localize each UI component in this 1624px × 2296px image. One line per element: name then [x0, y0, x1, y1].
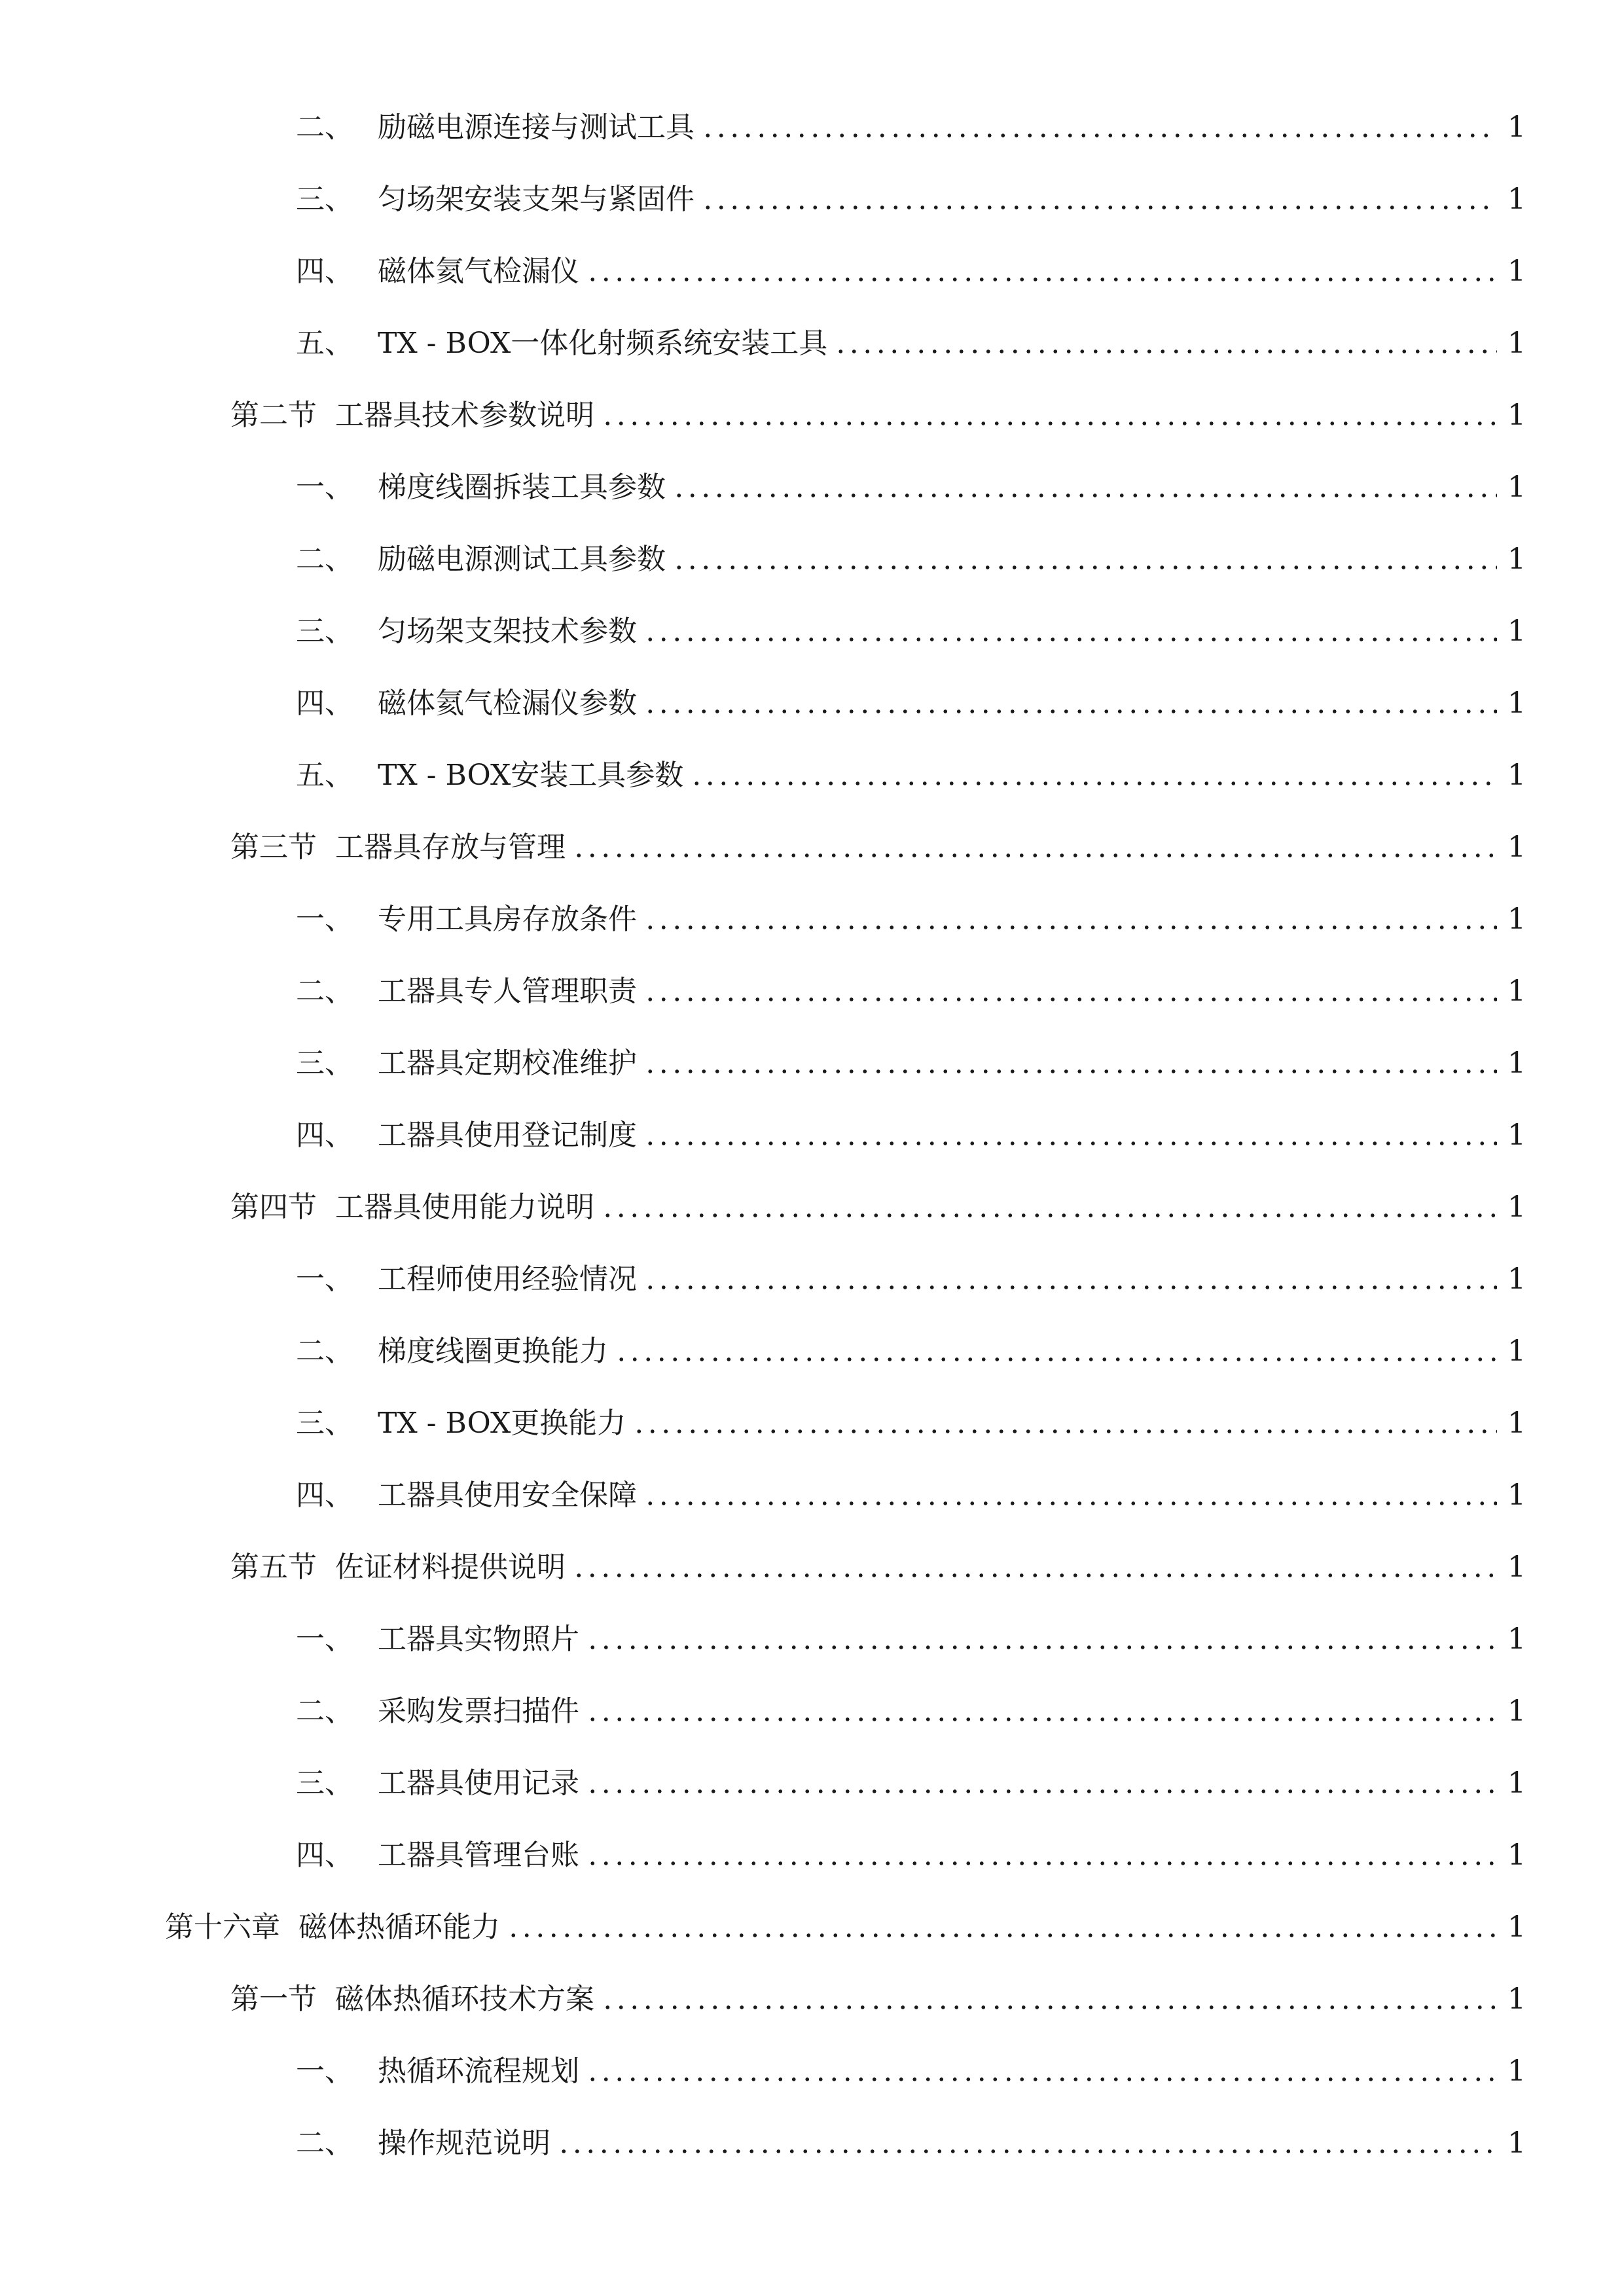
- toc-entry-title: 励磁电源连接与测试工具: [378, 111, 695, 144]
- toc-entry[interactable]: [0, 1172, 1624, 1244]
- toc-entry[interactable]: [0, 740, 1624, 812]
- toc-entry-title: 梯度线圈拆装工具参数: [378, 471, 666, 504]
- toc-entry-title: 工器具定期校准维护: [378, 1047, 637, 1080]
- toc-entry-page-number: 1: [1507, 687, 1526, 720]
- toc-dot-leader: [572, 1572, 1497, 1579]
- toc-entry[interactable]: [0, 92, 1624, 164]
- toc-dot-leader: [643, 924, 1497, 931]
- toc-entry-page-number: 1: [1507, 1263, 1526, 1296]
- toc-entry-page-number: 1: [1507, 1047, 1526, 1080]
- toc-entry-title: 工器具实物照片: [378, 1623, 579, 1656]
- toc-dot-leader: [643, 996, 1497, 1003]
- toc-entry-number: 第一节: [230, 1982, 317, 2016]
- toc-dot-leader: [601, 1212, 1497, 1219]
- toc-entry-page-number: 1: [1507, 1982, 1526, 2016]
- toc-entry-number: 三、: [296, 1407, 353, 1440]
- toc-entry-page-number: 1: [1507, 1191, 1526, 1224]
- toc-entry-number: 一、: [296, 2054, 353, 2088]
- toc-dot-leader: [643, 1284, 1497, 1291]
- toc-entry-number: 第三节: [230, 831, 317, 864]
- toc-entry-number: 第五节: [230, 1551, 317, 1584]
- toc-entry-page-number: 1: [1507, 615, 1526, 648]
- toc-entry-number: 一、: [296, 1623, 353, 1656]
- toc-dot-leader: [672, 492, 1497, 499]
- toc-dot-leader: [601, 2004, 1497, 2011]
- toc-entry-page-number: 1: [1507, 399, 1526, 432]
- toc-entry[interactable]: [0, 236, 1624, 308]
- toc-entry[interactable]: [0, 596, 1624, 668]
- toc-entry-number: 一、: [296, 903, 353, 936]
- toc-entry-title: 磁体氦气检漏仪: [378, 255, 579, 288]
- toc-entry-title: 工程师使用经验情况: [378, 1263, 637, 1296]
- toc-entry-page-number: 1: [1507, 1839, 1526, 1872]
- toc-entry-title: 工器具使用登记制度: [378, 1119, 637, 1152]
- toc-entry-title: 工器具技术参数说明: [335, 399, 594, 432]
- toc-dot-leader: [586, 1860, 1497, 1867]
- toc-entry-number: 第十六章: [165, 1910, 280, 1944]
- toc-dot-leader: [701, 204, 1497, 211]
- toc-dot-leader: [701, 132, 1497, 139]
- toc-entry-title: TX - BOX更换能力: [378, 1407, 626, 1440]
- toc-entry-title: 工器具使用安全保障: [378, 1479, 637, 1512]
- toc-entry-title: 采购发票扫描件: [378, 1695, 579, 1728]
- toc-dot-leader: [615, 1356, 1497, 1363]
- toc-entry-page-number: 1: [1507, 1335, 1526, 1368]
- toc-entry-page-number: 1: [1507, 903, 1526, 936]
- toc-entry-number: 一、: [296, 471, 353, 504]
- toc-entry-title: 工器具专人管理职责: [378, 975, 637, 1008]
- toc-entry-title: 梯度线圈更换能力: [378, 1335, 608, 1368]
- toc-entry[interactable]: [0, 164, 1624, 236]
- toc-dot-leader: [643, 708, 1497, 715]
- toc-entry-page-number: 1: [1507, 183, 1526, 216]
- toc-entry-number: 四、: [296, 1119, 353, 1152]
- toc-entry[interactable]: [0, 1244, 1624, 1316]
- toc-entry-title: 磁体热循环能力: [298, 1910, 500, 1944]
- toc-entry[interactable]: [0, 812, 1624, 884]
- toc-entry-title: 热循环流程规划: [378, 2054, 579, 2088]
- toc-entry-number: 二、: [296, 1695, 353, 1728]
- toc-entry[interactable]: [0, 668, 1624, 740]
- toc-entry[interactable]: [0, 1892, 1624, 1964]
- toc-entry[interactable]: [0, 2036, 1624, 2108]
- toc-entry[interactable]: [0, 308, 1624, 380]
- toc-entry-number: 一、: [296, 1263, 353, 1296]
- toc-entry-page-number: 1: [1507, 1479, 1526, 1512]
- toc-entry-page-number: 1: [1507, 1551, 1526, 1584]
- toc-entry-number: 三、: [296, 615, 353, 648]
- toc-entry-title: 工器具使用记录: [378, 1767, 579, 1800]
- toc-entry[interactable]: [0, 1028, 1624, 1100]
- toc-entry-number: 三、: [296, 1767, 353, 1800]
- toc-entry-page-number: 1: [1507, 759, 1526, 792]
- toc-dot-leader: [586, 1716, 1497, 1723]
- toc-entry-title: 专用工具房存放条件: [378, 903, 637, 936]
- toc-entry-page-number: 1: [1507, 111, 1526, 144]
- toc-entry-number: 二、: [296, 543, 353, 576]
- toc-entry-number: 三、: [296, 1047, 353, 1080]
- toc-entry-title: 匀场架安装支架与紧固件: [378, 183, 695, 216]
- toc-dot-leader: [572, 852, 1497, 859]
- toc-entry-number: 四、: [296, 1479, 353, 1512]
- toc-entry-page-number: 1: [1507, 327, 1526, 360]
- toc-entry[interactable]: [0, 884, 1624, 956]
- toc-entry-title: TX - BOX安装工具参数: [378, 759, 684, 792]
- toc-entry-number: 二、: [296, 1335, 353, 1368]
- toc-entry[interactable]: [0, 1820, 1624, 1892]
- toc-entry-page-number: 1: [1507, 831, 1526, 864]
- toc-entry-number: 二、: [296, 975, 353, 1008]
- toc-entry-title: 磁体氦气检漏仪参数: [378, 687, 637, 720]
- toc-entry-title: TX - BOX一体化射频系统安装工具: [378, 327, 828, 360]
- toc-entry-number: 二、: [296, 111, 353, 144]
- toc-dot-leader: [586, 276, 1497, 283]
- toc-entry-page-number: 1: [1507, 1910, 1526, 1944]
- toc-entry-number: 二、: [296, 2126, 353, 2160]
- toc-dot-leader: [507, 1932, 1497, 1939]
- toc-entry-page-number: 1: [1507, 1407, 1526, 1440]
- toc-entry[interactable]: [0, 380, 1624, 452]
- toc-entry-page-number: 1: [1507, 255, 1526, 288]
- toc-entry[interactable]: [0, 1748, 1624, 1820]
- toc-entry-title: 工器具存放与管理: [335, 831, 566, 864]
- toc-dot-leader: [632, 1428, 1497, 1435]
- toc-entry[interactable]: [0, 956, 1624, 1028]
- toc-entry-number: 第二节: [230, 399, 317, 432]
- toc-dot-leader: [557, 2148, 1497, 2155]
- toc-entry[interactable]: [0, 1532, 1624, 1604]
- toc-entry[interactable]: [0, 1388, 1624, 1460]
- toc-entry-page-number: 1: [1507, 1695, 1526, 1728]
- toc-entry-number: 四、: [296, 255, 353, 288]
- toc-entry-page-number: 1: [1507, 2126, 1526, 2160]
- toc-entry-number: 五、: [296, 327, 353, 360]
- toc-entry-page-number: 1: [1507, 471, 1526, 504]
- toc-entry-page-number: 1: [1507, 1623, 1526, 1656]
- toc-entry-title: 工器具使用能力说明: [335, 1191, 594, 1224]
- toc-entry-title: 励磁电源测试工具参数: [378, 543, 666, 576]
- toc-dot-leader: [643, 636, 1497, 643]
- toc-entry[interactable]: [0, 1604, 1624, 1676]
- toc-dot-leader: [643, 1068, 1497, 1075]
- toc-dot-leader: [586, 1644, 1497, 1651]
- toc-entry-number: 四、: [296, 687, 353, 720]
- toc-dot-leader: [643, 1500, 1497, 1507]
- toc-entry[interactable]: [0, 1964, 1624, 2036]
- toc-entry-page-number: 1: [1507, 975, 1526, 1008]
- toc-dot-leader: [834, 348, 1497, 355]
- toc-entry-title: 操作规范说明: [378, 2126, 550, 2160]
- toc-entry[interactable]: [0, 452, 1624, 524]
- toc-dot-leader: [690, 780, 1497, 787]
- toc-entry[interactable]: [0, 1316, 1624, 1388]
- toc-entry-page-number: 1: [1507, 543, 1526, 576]
- toc-entry[interactable]: [0, 1100, 1624, 1172]
- toc-entry-page-number: 1: [1507, 1767, 1526, 1800]
- toc-entry[interactable]: [0, 1460, 1624, 1532]
- toc-entry-number: 四、: [296, 1839, 353, 1872]
- toc-entry-page-number: 1: [1507, 1119, 1526, 1152]
- toc-entry-number: 三、: [296, 183, 353, 216]
- toc-entry-number: 五、: [296, 759, 353, 792]
- toc-dot-leader: [586, 2076, 1497, 2083]
- toc-entry-title: 佐证材料提供说明: [335, 1551, 566, 1584]
- toc-entry[interactable]: [0, 524, 1624, 596]
- toc-entry-title: 工器具管理台账: [378, 1839, 579, 1872]
- toc-entry[interactable]: [0, 2108, 1624, 2179]
- toc-dot-leader: [601, 420, 1497, 427]
- toc-entry-title: 磁体热循环技术方案: [335, 1982, 594, 2016]
- toc-entry-number: 第四节: [230, 1191, 317, 1224]
- table-of-contents: [0, 92, 1624, 2179]
- toc-entry[interactable]: [0, 1676, 1624, 1748]
- toc-dot-leader: [586, 1788, 1497, 1795]
- toc-entry-page-number: 1: [1507, 2054, 1526, 2088]
- toc-dot-leader: [643, 1140, 1497, 1147]
- toc-entry-title: 匀场架支架技术参数: [378, 615, 637, 648]
- toc-dot-leader: [672, 564, 1497, 571]
